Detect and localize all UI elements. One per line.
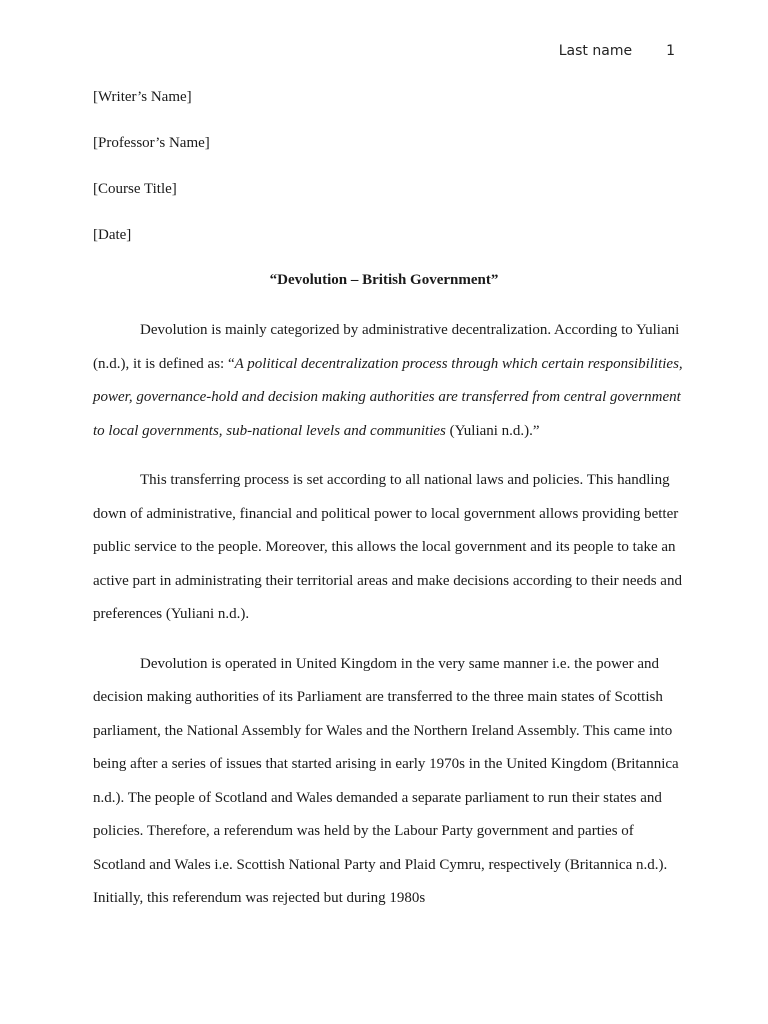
paragraph-2: This transferring process is set according to all national laws and policies. This handling down of administrative, financial and political power to local government allows providing better public service to the people. Moreover, this allows the local government and its people to take an active part in administrating their territorial areas and make decisions according to their needs and preferences (Yuliani n.d.). [93,472,682,622]
paragraph-1-citation: (Yuliani n.d.).” [445,422,540,439]
paragraph-1-quote: A political decentralization process through which certain responsibilities, power, governance-hold and decision making authorities are transferred from central government to local governments, sub-national levels and communities [93,355,683,439]
writer-name: [Writer’s Name] [93,89,192,105]
professor-name: [Professor’s Name] [93,135,210,151]
paragraph-1-intro: Devolution is mainly categorized by administrative decentralization. According to Yuliani (n.d.), it is defined as: “ [93,322,680,372]
paragraph-3: Devolution is operated in United Kingdom in the very same manner i.e. the power and decision making authorities of its Parliament are transferred to the three main states of Scottish parliament, the National Assembly for Wales and the Northern Ireland Assembly. This came into being after a series of issues that started arising in early 1970s in the United Kingdom (Britannica n.d.). The people of Scotland and Wales demanded a separate parliament to run their states and policies. Therefore, a referendum was held by the Labour Party government and parties of Scotland and Wales i.e. Scottish National Party and Plaid Cymru, respectively (Britannica n.d.). Initially, this referendum was rejected but during 1980s [93,655,679,906]
essay-body [93,314,683,932]
date: [Date] [93,227,132,243]
heading-block [93,87,210,271]
page-number: 1 [666,43,675,59]
course-title: [Course Title] [93,181,177,197]
running-header [559,43,675,59]
header-last-name: Last name [558,43,633,59]
paragraph-1 [93,314,683,448]
essay-title: “Devolution – British Government” [269,272,499,288]
